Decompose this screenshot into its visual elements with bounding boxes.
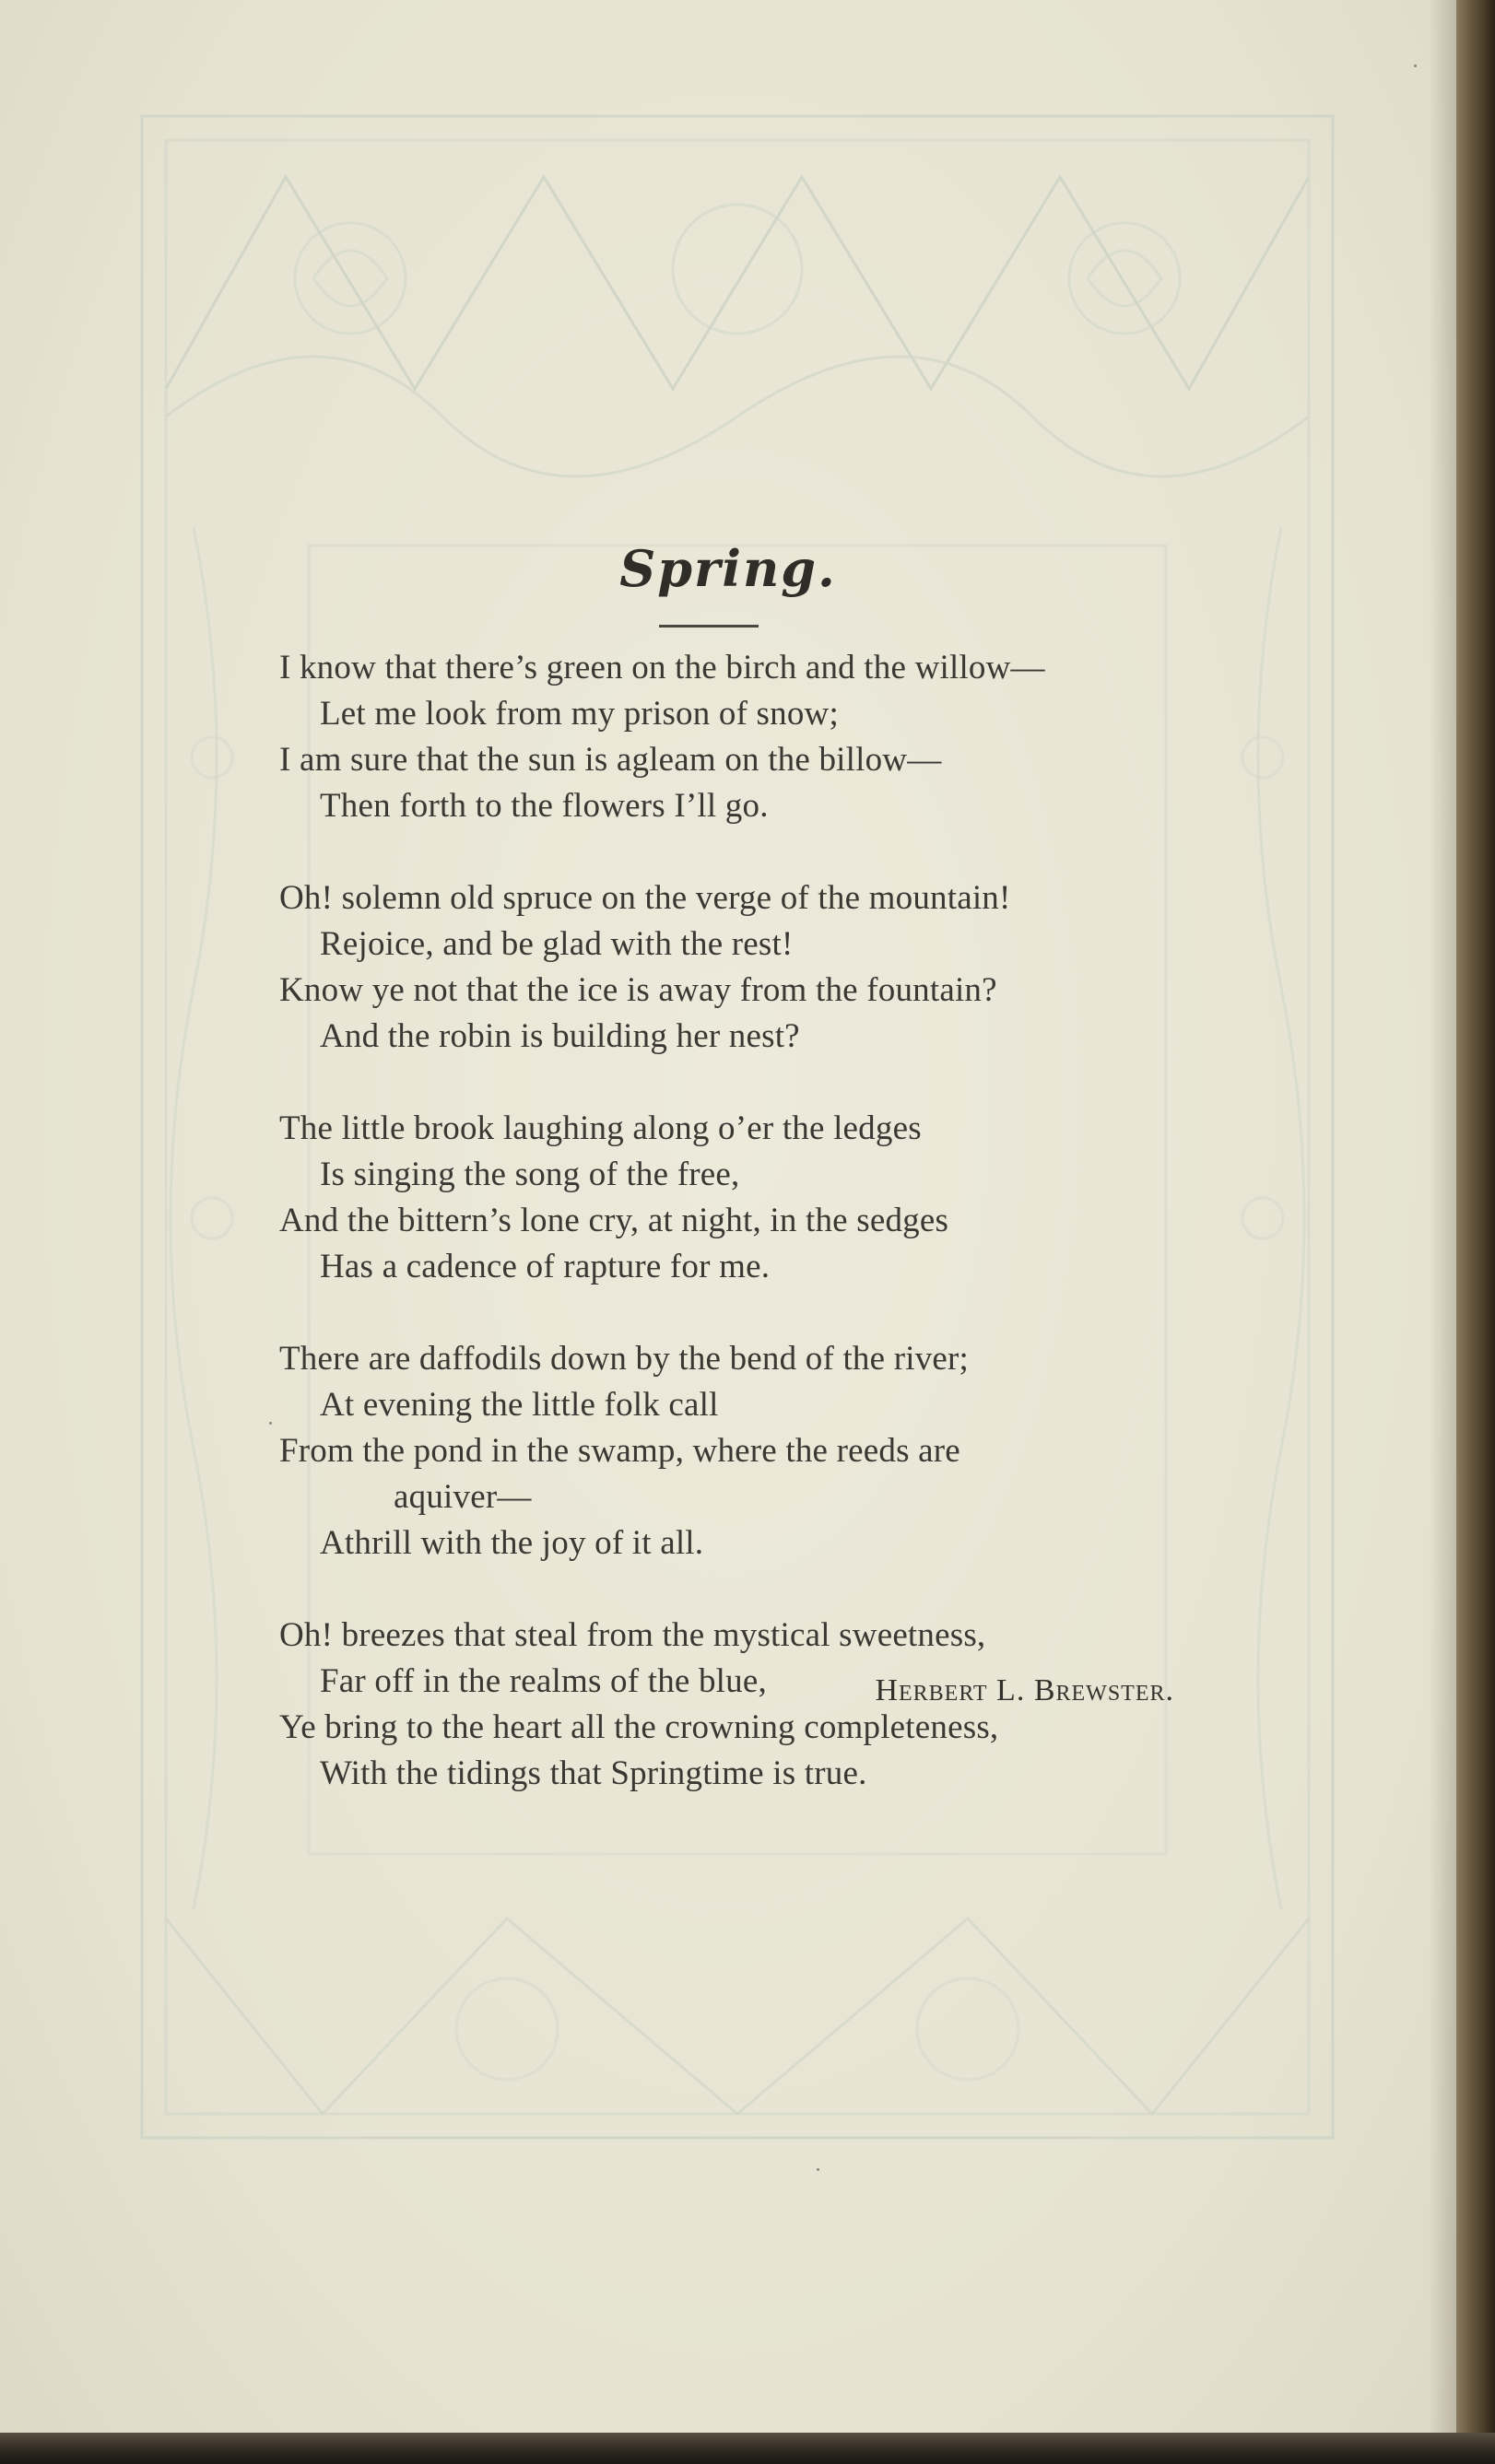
poem-line: Is singing the song of the free, xyxy=(320,1156,740,1193)
paper-speck xyxy=(1414,65,1417,67)
poem-line: And the robin is building her nest? xyxy=(320,1017,800,1055)
poem-line: With the tidings that Springtime is true. xyxy=(320,1754,867,1792)
book-bottom-edge xyxy=(0,2433,1495,2464)
paper-speck xyxy=(269,1422,272,1425)
poem-line: Oh! breezes that steal from the mystical sweetness, xyxy=(279,1616,986,1654)
poem-body xyxy=(279,645,1238,1797)
poem-line: Then forth to the flowers I’ll go. xyxy=(320,787,769,825)
stanza-4 xyxy=(279,1336,1238,1566)
binding-shadow xyxy=(1429,0,1456,2464)
stanza-3 xyxy=(279,1106,1238,1290)
poem-line: Know ye not that the ice is away from the fountain? xyxy=(279,971,997,1009)
stanza-2 xyxy=(279,875,1238,1060)
stanza-1 xyxy=(279,645,1238,829)
paper-speck xyxy=(817,2168,819,2171)
poem-line: At evening the little folk call xyxy=(320,1386,719,1424)
poem-line: Let me look from my prison of snow; xyxy=(320,695,839,733)
poem-author: Herbert L. Brewster. xyxy=(875,1673,1174,1707)
poem-line: Rejoice, and be glad with the rest! xyxy=(320,925,794,963)
poem-line: I am sure that the sun is agleam on the billow— xyxy=(279,741,942,779)
poem-line: The little brook laughing along o’er the ledges xyxy=(279,1109,922,1147)
poem-title: Spring. xyxy=(619,539,837,598)
poem-line: I know that there’s green on the birch and the willow— xyxy=(279,649,1045,686)
poem-line: From the pond in the swamp, where the reeds are xyxy=(279,1432,960,1470)
poem-line: Far off in the realms of the blue, xyxy=(320,1662,767,1700)
poem-line: Athrill with the joy of it all. xyxy=(320,1524,704,1562)
poem-line: Has a cadence of rapture for me. xyxy=(320,1248,771,1285)
poem-line: aquiver— xyxy=(394,1478,532,1516)
title-rule xyxy=(659,625,759,628)
poem-line: There are daffodils down by the bend of the river; xyxy=(279,1340,970,1378)
poem-line: Ye bring to the heart all the crowning completeness, xyxy=(279,1708,999,1746)
poem-line: Oh! solemn old spruce on the verge of the mountain! xyxy=(279,879,1011,917)
poem-line: And the bittern’s lone cry, at night, in the sedges xyxy=(279,1202,949,1239)
book-binding-edge xyxy=(1456,0,1495,2464)
